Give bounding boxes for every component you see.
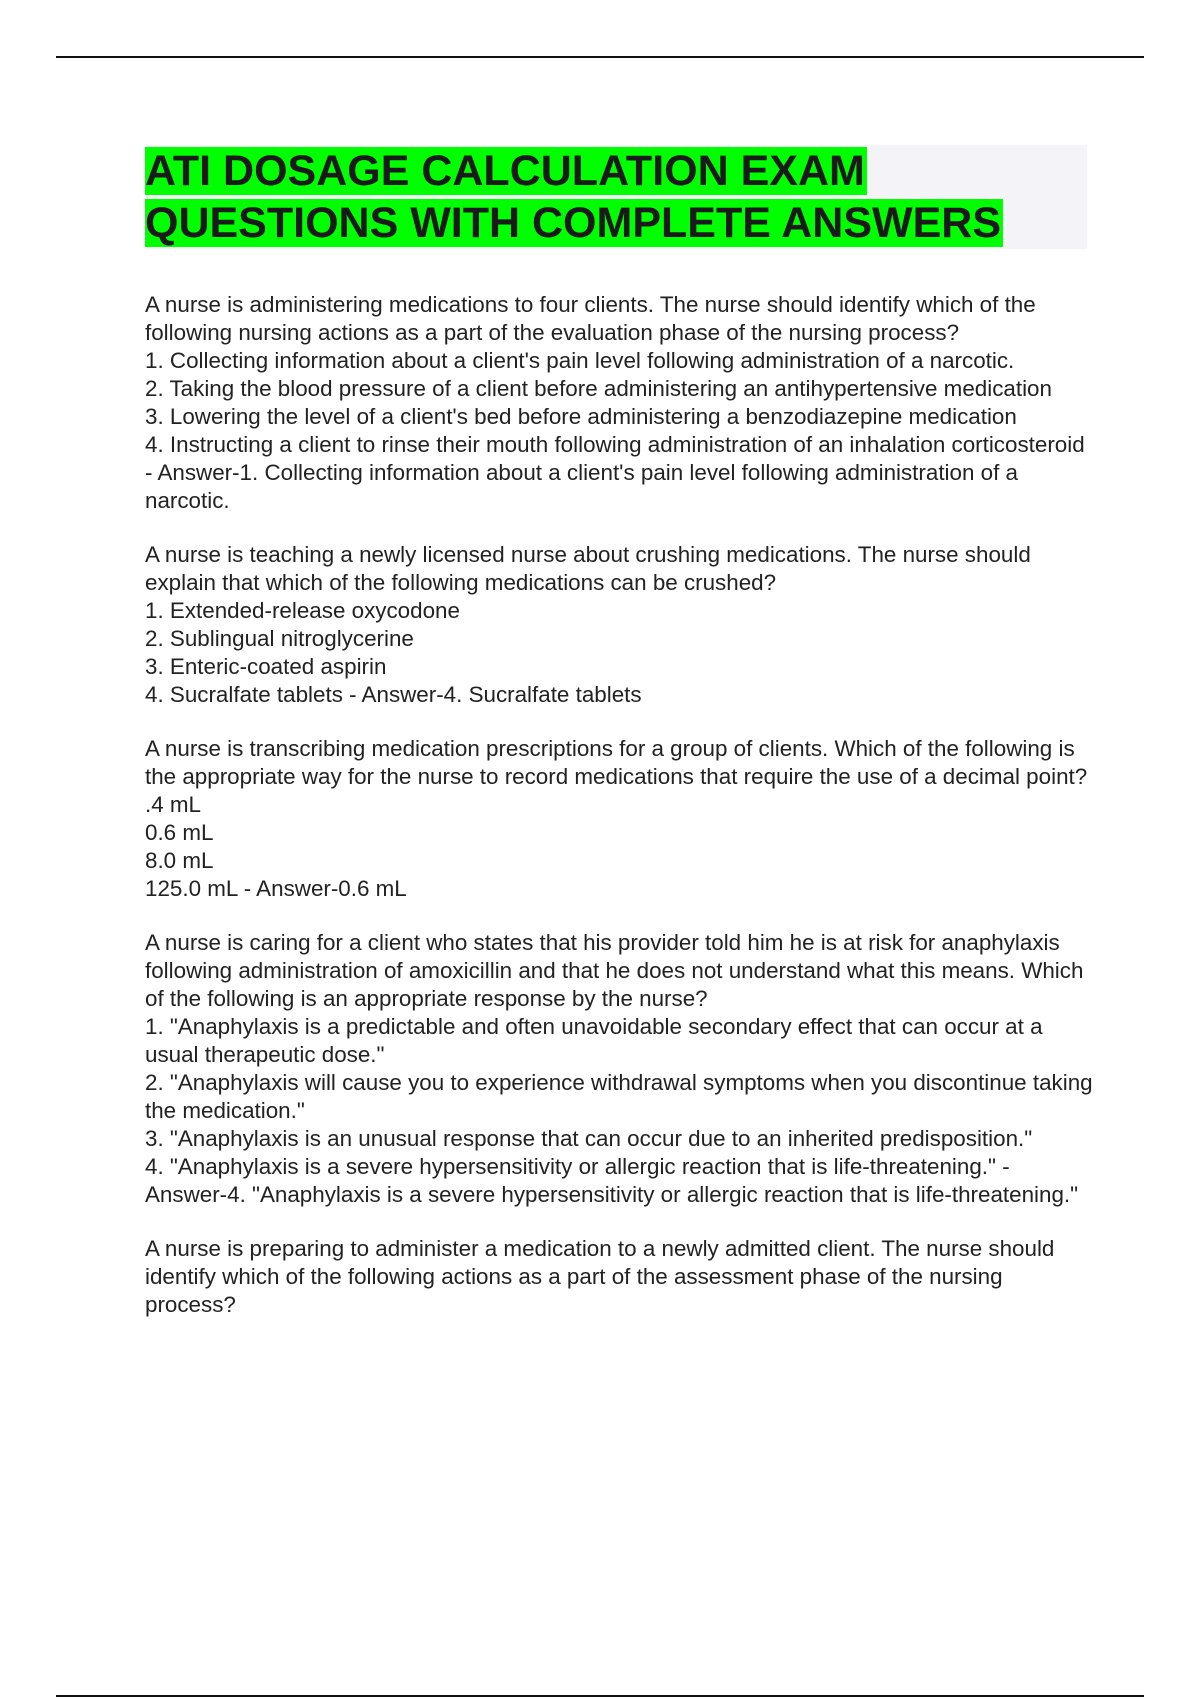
answer-option: 0.6 mL	[145, 820, 214, 845]
answer-option-with-answer: 4. "Anaphylaxis is a severe hypersensitivity or allergic reaction that is life-threatening." - Answer-4. "Anaphylaxis is a severe hypersensitivity or allergic reaction that is life-threatening."	[145, 1154, 1079, 1207]
answer-option-with-answer: 4. Sucralfate tablets - Answer-4. Sucralfate tablets	[145, 682, 642, 707]
answer-option-with-answer: 125.0 mL - Answer-0.6 mL	[145, 876, 407, 901]
question-block	[145, 929, 1095, 1209]
answer-option: 1. "Anaphylaxis is a predictable and often unavoidable secondary effect that can occur at a usual therapeutic dose."	[145, 1014, 1043, 1067]
question-block	[145, 291, 1095, 515]
question-stem: A nurse is caring for a client who states that his provider told him he is at risk for anaphylaxis following administration of amoxicillin and that he does not understand what this means. Which of the following is an appropriate response by the nurse?	[145, 930, 1084, 1011]
question-list	[145, 291, 1095, 1345]
answer-option: 8.0 mL	[145, 848, 214, 873]
title-line-2: QUESTIONS WITH COMPLETE ANSWERS	[145, 199, 1002, 247]
question-stem: A nurse is preparing to administer a medication to a newly admitted client. The nurse should identify which of the following actions as a part of the assessment phase of the nursing process?	[145, 1236, 1055, 1317]
question-stem: A nurse is administering medications to four clients. The nurse should identify which of the following nursing actions as a part of the evaluation phase of the nursing process?	[145, 292, 1036, 345]
answer-option: 3. "Anaphylaxis is an unusual response that can occur due to an inherited predisposition."	[145, 1126, 1033, 1151]
title-line-1: ATI DOSAGE CALCULATION EXAM	[145, 147, 865, 195]
question-block	[145, 1235, 1095, 1319]
bottom-divider	[56, 1695, 1144, 1697]
question-stem: A nurse is transcribing medication prescriptions for a group of clients. Which of the following is the appropriate way for the nurse to record medications that require the use of a decimal point?	[145, 736, 1088, 789]
answer-option-with-answer: 4. Instructing a client to rinse their mouth following administration of an inhalation corticosteroid - Answer-1. Collecting information about a client's pain level following administration of a narcotic.	[145, 432, 1085, 513]
answer-option: 3. Lowering the level of a client's bed before administering a benzodiazepine medication	[145, 404, 1017, 429]
question-stem: A nurse is teaching a newly licensed nurse about crushing medications. The nurse should explain that which of the following medications can be crushed?	[145, 542, 1031, 595]
answer-option: 2. Sublingual nitroglycerine	[145, 626, 414, 651]
answer-option: .4 mL	[145, 792, 201, 817]
answer-option: 3. Enteric-coated aspirin	[145, 654, 387, 679]
top-divider	[56, 56, 1144, 58]
answer-option: 1. Extended-release oxycodone	[145, 598, 460, 623]
question-block	[145, 735, 1095, 903]
answer-option: 1. Collecting information about a client's pain level following administration of a narcotic.	[145, 348, 1015, 373]
answer-option: 2. Taking the blood pressure of a client before administering an antihypertensive medication	[145, 376, 1052, 401]
title-block	[145, 145, 1087, 249]
question-block	[145, 541, 1095, 709]
answer-option: 2. "Anaphylaxis will cause you to experience withdrawal symptoms when you discontinue taking the medication."	[145, 1070, 1093, 1123]
document-title	[145, 145, 1087, 249]
